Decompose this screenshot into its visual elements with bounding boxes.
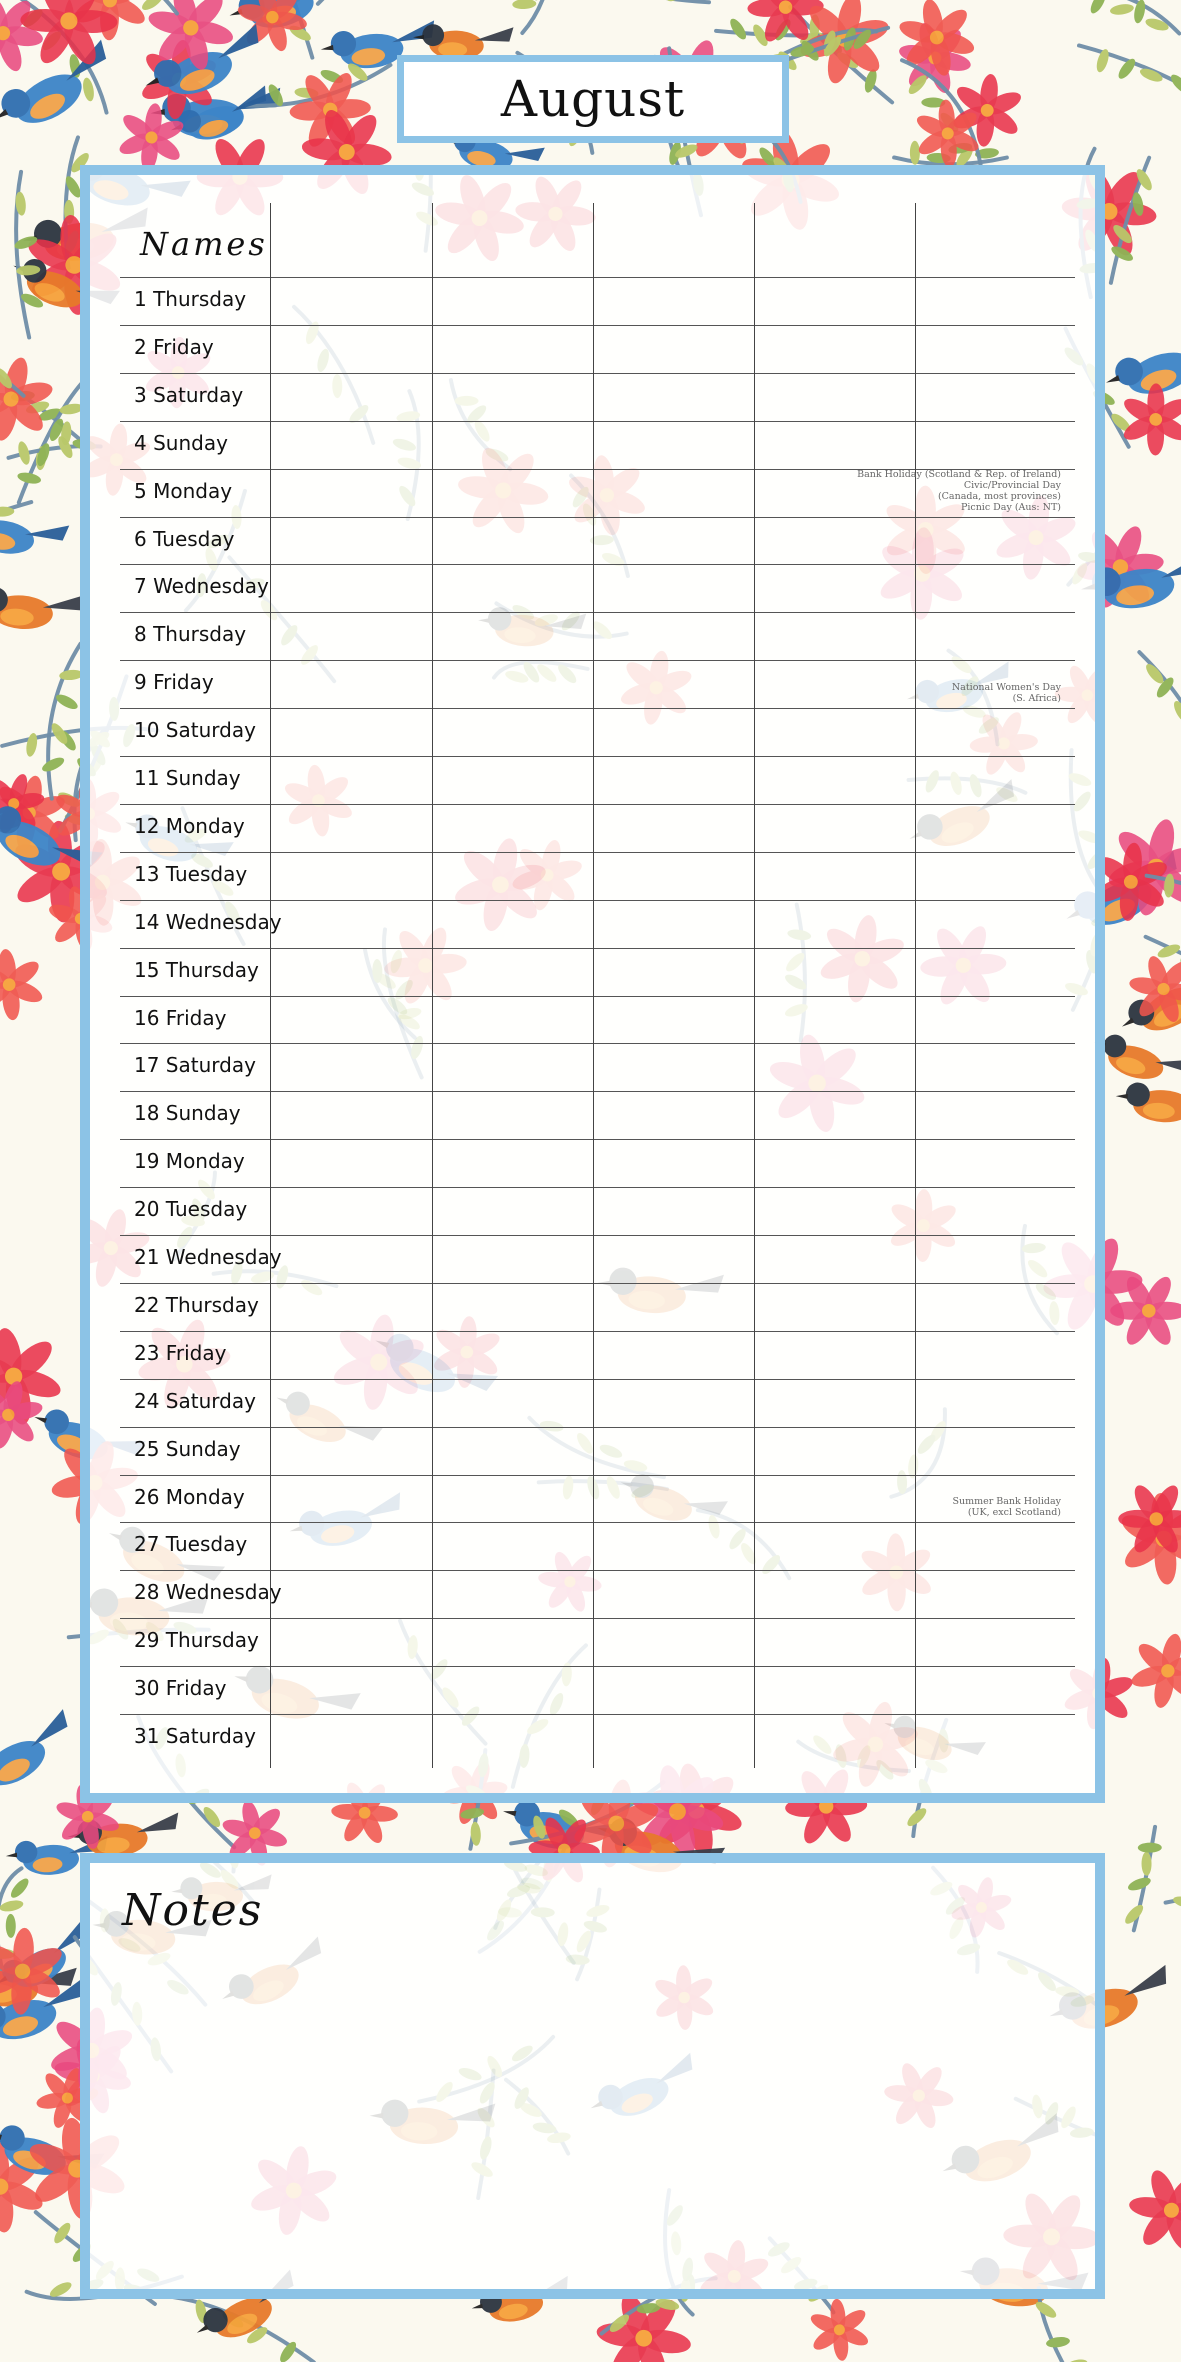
name-cell[interactable] (755, 1380, 914, 1426)
name-cell[interactable] (433, 1236, 592, 1282)
branch-icon (506, 2080, 572, 2154)
name-cell[interactable] (433, 1092, 592, 1138)
branch-icon (1080, 0, 1179, 33)
lily-flower-icon (236, 2134, 351, 2248)
name-cell[interactable] (916, 1715, 1074, 1761)
day-label: 6 Tuesday (134, 526, 235, 551)
name-cell[interactable] (271, 1667, 431, 1713)
day-label: 1 Thursday (134, 287, 247, 311)
name-cell[interactable] (433, 1428, 592, 1474)
day-label: 13 Tuesday (134, 861, 248, 886)
name-cell[interactable] (271, 1380, 431, 1426)
bluebird-icon (0, 1709, 83, 1804)
name-cell[interactable] (271, 709, 431, 755)
name-cell[interactable] (271, 1284, 431, 1330)
name-cell[interactable] (594, 1523, 753, 1569)
name-cell[interactable] (271, 1188, 431, 1234)
name-cell[interactable] (433, 757, 592, 803)
month-title: August (500, 70, 686, 128)
name-cell[interactable] (271, 901, 431, 947)
name-cell[interactable] (755, 853, 914, 899)
day-label: 24 Saturday (134, 1388, 256, 1413)
name-cell[interactable] (916, 901, 1074, 947)
bluebird-icon (90, 175, 191, 222)
lily-flower-icon (987, 2172, 1095, 2289)
name-cell[interactable] (594, 709, 753, 755)
name-cell[interactable] (916, 805, 1074, 851)
name-cell[interactable] (916, 997, 1074, 1043)
name-cell[interactable] (916, 518, 1074, 564)
day-label: 7 Wednesday (134, 574, 269, 599)
day-label: 28 Wednesday (134, 1580, 282, 1605)
day-label: 2 Friday (134, 334, 214, 359)
day-label: 22 Thursday (134, 1292, 259, 1317)
name-cell[interactable] (271, 1140, 431, 1186)
name-cell[interactable] (755, 1667, 914, 1713)
name-cell[interactable] (271, 613, 431, 659)
name-cell[interactable] (433, 1332, 592, 1378)
name-cell[interactable] (271, 422, 431, 468)
name-cell[interactable] (271, 1619, 431, 1665)
holiday-note (841, 1496, 1061, 1518)
name-cell[interactable] (433, 1044, 592, 1090)
name-cell[interactable] (594, 518, 753, 564)
name-cell[interactable] (271, 1332, 431, 1378)
lily-flower-icon (1124, 2163, 1181, 2258)
name-cell[interactable] (916, 1428, 1074, 1474)
name-cell[interactable] (916, 853, 1074, 899)
name-cell[interactable] (594, 422, 753, 468)
name-cell[interactable] (433, 997, 592, 1043)
name-cell[interactable] (433, 422, 592, 468)
name-cell[interactable] (755, 949, 914, 995)
names-label: Names (140, 225, 268, 263)
redstart-bird-icon (1114, 1081, 1181, 1126)
name-cell[interactable] (755, 997, 914, 1043)
holiday-line: National Women's Day (951, 682, 1061, 694)
branch-icon (565, 1890, 611, 1980)
name-cell[interactable] (755, 1523, 914, 1569)
day-label: 17 Saturday (134, 1053, 256, 1078)
name-cell[interactable] (433, 805, 592, 851)
name-cell[interactable] (594, 1044, 753, 1090)
name-cell[interactable] (916, 374, 1074, 420)
name-cell[interactable] (433, 613, 592, 659)
name-cell[interactable] (755, 422, 914, 468)
name-cell[interactable] (433, 1523, 592, 1569)
name-cell[interactable] (271, 949, 431, 995)
notes-title: Notes (122, 1885, 264, 1936)
name-cell[interactable] (916, 1667, 1074, 1713)
name-cell[interactable] (916, 422, 1074, 468)
name-cell[interactable] (433, 1667, 592, 1713)
lily-flower-icon (874, 2050, 964, 2141)
name-cell[interactable] (594, 949, 753, 995)
redstart-bird-icon (937, 2113, 1071, 2196)
name-cell[interactable] (916, 1236, 1074, 1282)
name-cell[interactable] (594, 1236, 753, 1282)
name-cell[interactable] (755, 709, 914, 755)
name-cell[interactable] (755, 901, 914, 947)
holiday-note (841, 469, 1061, 513)
name-cell[interactable] (916, 565, 1074, 611)
name-cell[interactable] (594, 1715, 753, 1761)
name-cell[interactable] (433, 518, 592, 564)
name-cell[interactable] (916, 1332, 1074, 1378)
day-label: 12 Monday (134, 813, 245, 838)
name-cell[interactable] (755, 1188, 914, 1234)
name-cell[interactable] (755, 518, 914, 564)
bluebird-icon (1101, 327, 1181, 408)
day-label: 21 Wednesday (134, 1245, 282, 1269)
name-cell[interactable] (916, 709, 1074, 755)
name-cell[interactable] (433, 374, 592, 420)
name-cell[interactable] (594, 1284, 753, 1330)
name-cell[interactable] (271, 518, 431, 564)
name-cell[interactable] (433, 709, 592, 755)
name-cell[interactable] (916, 949, 1074, 995)
name-cell[interactable] (433, 1140, 592, 1186)
name-cell[interactable] (755, 565, 914, 611)
name-cell[interactable] (916, 326, 1074, 372)
day-label: 5 Monday (134, 478, 233, 503)
name-cell[interactable] (271, 997, 431, 1043)
name-cell[interactable] (433, 853, 592, 899)
holiday-line: (Canada, most provinces) (937, 490, 1061, 502)
name-cell[interactable] (433, 1715, 592, 1761)
day-label: 31 Saturday (134, 1724, 256, 1748)
lily-flower-icon (427, 175, 533, 270)
branch-icon (500, 1863, 574, 1963)
name-cell[interactable] (433, 1284, 592, 1330)
planner-grid (80, 165, 1105, 1803)
name-cell[interactable] (594, 1476, 753, 1522)
name-cell[interactable] (594, 326, 753, 372)
name-cell[interactable] (433, 1476, 592, 1522)
notes-area[interactable] (80, 1853, 1105, 2299)
redstart-bird-icon (369, 2099, 496, 2147)
holiday-line: (UK, excl Scotland) (967, 1507, 1061, 1519)
name-cell[interactable] (433, 1188, 592, 1234)
lily-flower-icon (0, 935, 59, 1034)
name-cell[interactable] (755, 1284, 914, 1330)
name-cell[interactable] (271, 1571, 431, 1617)
name-cell[interactable] (755, 374, 914, 420)
holiday-line: Picnic Day (Aus: NT) (960, 501, 1061, 513)
day-label: 4 Sunday (134, 430, 228, 455)
holiday-note (841, 682, 1061, 704)
name-cell[interactable] (271, 1044, 431, 1090)
bluebird-icon (585, 2053, 704, 2130)
name-cell[interactable] (755, 805, 914, 851)
branch-icon (561, 0, 709, 4)
day-label: 27 Tuesday (134, 1532, 248, 1557)
day-label: 30 Friday (134, 1676, 227, 1701)
day-label: 19 Monday (134, 1149, 245, 1174)
name-cell[interactable] (433, 901, 592, 947)
name-cell[interactable] (271, 661, 431, 707)
name-cell[interactable] (755, 613, 914, 659)
name-cell[interactable] (433, 949, 592, 995)
branch-icon (1079, 45, 1181, 99)
name-cell[interactable] (594, 853, 753, 899)
name-cell[interactable] (594, 1092, 753, 1138)
name-cell[interactable] (755, 1571, 914, 1617)
day-label: 20 Tuesday (134, 1197, 248, 1222)
name-cell[interactable] (594, 805, 753, 851)
name-cell[interactable] (755, 1619, 914, 1665)
holiday-line: Summer Bank Holiday (952, 1496, 1061, 1508)
name-cell[interactable] (755, 1428, 914, 1474)
name-cell[interactable] (755, 278, 914, 324)
day-label: 26 Monday (134, 1484, 245, 1509)
name-cell[interactable] (594, 470, 753, 516)
name-cell[interactable] (916, 1188, 1074, 1234)
name-cell[interactable] (916, 613, 1074, 659)
name-cell[interactable] (755, 326, 914, 372)
branch-icon (999, 1953, 1095, 2013)
name-cell[interactable] (271, 805, 431, 851)
name-cell[interactable] (916, 1092, 1074, 1138)
name-cell[interactable] (594, 1571, 753, 1617)
name-cell[interactable] (755, 1332, 914, 1378)
day-label: 25 Sunday (134, 1436, 241, 1461)
day-label: 10 Saturday (134, 718, 256, 743)
name-cell[interactable] (271, 278, 431, 324)
name-cell[interactable] (916, 1140, 1074, 1186)
name-cell[interactable] (433, 1619, 592, 1665)
name-cell[interactable] (433, 278, 592, 324)
name-cell[interactable] (594, 613, 753, 659)
day-label: 18 Sunday (134, 1101, 241, 1126)
name-cell[interactable] (594, 374, 753, 420)
name-cell[interactable] (594, 757, 753, 803)
holiday-line: Bank Holiday (Scotland & Rep. of Ireland) (857, 468, 1061, 480)
name-cell[interactable] (433, 1380, 592, 1426)
branch-icon (512, 0, 554, 33)
day-label: 9 Friday (134, 670, 214, 695)
lily-flower-icon (641, 1954, 728, 2041)
holiday-line: (S. Africa) (1012, 693, 1061, 705)
branch-icon (1122, 1827, 1162, 1930)
branch-icon (1139, 652, 1181, 749)
name-cell[interactable] (594, 1380, 753, 1426)
name-cell[interactable] (594, 1619, 753, 1665)
name-cell[interactable] (433, 661, 592, 707)
branch-icon (1166, 1883, 1181, 1911)
name-cell[interactable] (271, 1092, 431, 1138)
day-label: 23 Friday (134, 1340, 227, 1365)
name-cell[interactable] (755, 1715, 914, 1761)
name-cell[interactable] (916, 1284, 1074, 1330)
day-label: 14 Wednesday (134, 909, 282, 934)
lily-flower-icon (683, 2226, 785, 2289)
name-cell[interactable] (433, 326, 592, 372)
branch-icon (410, 175, 440, 251)
redstart-bird-icon (0, 586, 88, 634)
name-cell[interactable] (433, 1571, 592, 1617)
day-label: 29 Thursday (134, 1628, 259, 1653)
name-cell[interactable] (271, 326, 431, 372)
name-cell[interactable] (594, 1140, 753, 1186)
name-cell[interactable] (271, 470, 431, 516)
bluebird-icon (0, 507, 69, 563)
name-cell[interactable] (755, 1044, 914, 1090)
day-label: 16 Friday (134, 1005, 227, 1030)
name-cell[interactable] (594, 565, 753, 611)
name-cell[interactable] (755, 1140, 914, 1186)
day-label: 8 Thursday (134, 622, 247, 647)
redstart-bird-icon (216, 1937, 335, 2021)
branch-icon (318, 0, 389, 4)
day-label: 11 Sunday (134, 766, 241, 790)
name-cell[interactable] (916, 278, 1074, 324)
name-cell[interactable] (916, 1380, 1074, 1426)
name-cell[interactable] (594, 1188, 753, 1234)
name-cell[interactable] (594, 1428, 753, 1474)
name-cell[interactable] (594, 278, 753, 324)
name-cell[interactable] (271, 565, 431, 611)
name-cell[interactable] (271, 1523, 431, 1569)
month-title-box (397, 55, 789, 143)
name-cell[interactable] (755, 1236, 914, 1282)
name-cell[interactable] (271, 1428, 431, 1474)
name-cell[interactable] (916, 1523, 1074, 1569)
day-label: 15 Thursday (134, 957, 259, 982)
lily-flower-icon (944, 1870, 1018, 1945)
name-cell[interactable] (916, 1044, 1074, 1090)
name-cell[interactable] (271, 1715, 431, 1761)
name-cell[interactable] (433, 565, 592, 611)
name-cell[interactable] (433, 470, 592, 516)
name-cell[interactable] (755, 757, 914, 803)
name-cell[interactable] (271, 1476, 431, 1522)
name-cell[interactable] (271, 853, 431, 899)
name-cell[interactable] (916, 757, 1074, 803)
name-cell[interactable] (271, 1236, 431, 1282)
lily-flower-icon (1123, 1626, 1181, 1716)
name-cell[interactable] (755, 1092, 914, 1138)
name-cell[interactable] (594, 997, 753, 1043)
name-cell[interactable] (594, 661, 753, 707)
branch-icon (469, 2070, 497, 2198)
day-label: 3 Saturday (134, 382, 244, 407)
name-cell[interactable] (594, 901, 753, 947)
holiday-line: Civic/Provincial Day (963, 479, 1061, 491)
name-cell[interactable] (271, 757, 431, 803)
name-cell[interactable] (916, 1571, 1074, 1617)
name-cell[interactable] (594, 1667, 753, 1713)
name-cell[interactable] (916, 1619, 1074, 1665)
name-cell[interactable] (271, 374, 431, 420)
name-cell[interactable] (594, 1332, 753, 1378)
